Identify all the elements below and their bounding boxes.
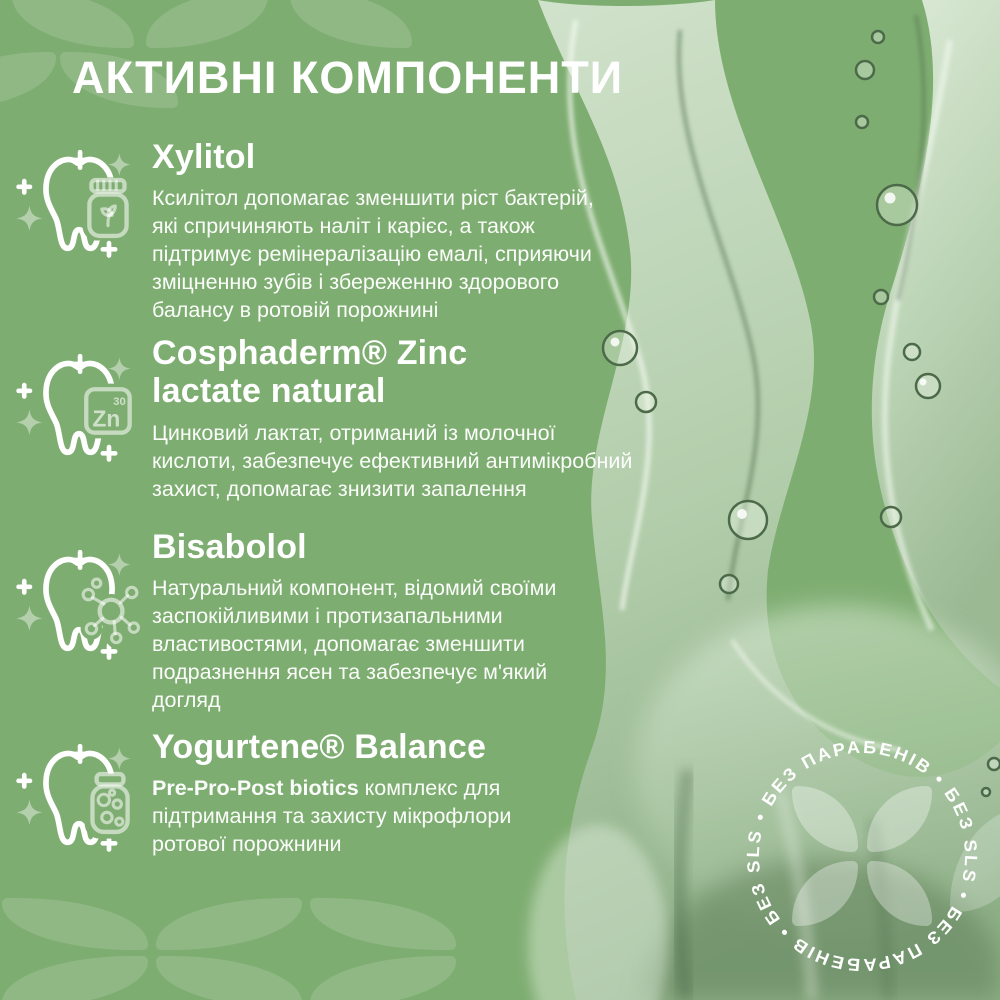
leaf-shape — [156, 956, 302, 1000]
component-description: Натуральний компонент, відомий своїми заспокійливими і протизапальними властивостями, допомагає зменшити подразнення ясен та забезпечує м'який догляд — [152, 576, 557, 713]
tooth-with-zinc-element-icon — [16, 350, 140, 474]
component-description: Ксилітол допомагає зменшити ріст бактерій, які спричиняють наліт і карієс, а також підтримує ремінералізацію емалі, сприяючи зміцненню зубів і збереженню здорового балансу в ротовій порожнині — [152, 186, 594, 323]
page-title: АКТИВНІ КОМПОНЕНТИ — [72, 52, 624, 103]
component-name: Xylitol — [152, 138, 256, 176]
component-description — [152, 775, 548, 859]
leaf-shape — [290, 0, 412, 48]
leaf-shape — [12, 0, 134, 48]
component-section-zinc — [152, 334, 644, 504]
component-description-bold: Pre-Pro-Post biotics — [152, 776, 359, 801]
component-section-bisabolol — [152, 528, 588, 715]
component-section-yogurtene — [152, 728, 548, 859]
component-name: Bisabolol — [152, 528, 307, 566]
component-name: Cosphaderm® Zinc lactate natural — [152, 334, 468, 411]
tooth-with-xylitol-jar-icon — [16, 146, 140, 270]
leaf-shape — [310, 956, 456, 1000]
svg-text:БЕЗ SLS • БЕЗ ПАРАБЕНІВ • БЕЗ: БЕЗ SLS • БЕЗ ПАРАБЕНІВ • БЕЗ SLS • БЕЗ ПАРАБЕНІВ • — [742, 736, 982, 976]
component-section-xylitol — [152, 138, 614, 325]
zinc-symbol: Zn — [92, 405, 121, 432]
component-name: Yogurtene® Balance — [152, 728, 487, 766]
component-description-rest: комплекс для підтримання та захисту мікрофлори ротової порожнини — [152, 776, 512, 857]
no-sls-no-parabens-badge — [736, 730, 988, 982]
leaf-shape — [156, 898, 302, 950]
leaf-shape — [2, 956, 148, 1000]
leaf-shape — [310, 898, 456, 950]
component-description: Цинковий лактат, отриманий із молочної кислоти, забезпечує ефективний антимікробний захист, допомагає знизити запалення — [152, 420, 633, 501]
leaf-shape — [2, 898, 148, 950]
leaf-shape — [146, 0, 268, 48]
badge-circular-text — [736, 730, 988, 982]
tooth-with-molecule-icon — [16, 546, 140, 670]
leaf-shape — [0, 52, 56, 108]
zinc-atomic-number: 30 — [113, 395, 126, 408]
tooth-with-probiotics-jar-icon — [16, 740, 140, 864]
